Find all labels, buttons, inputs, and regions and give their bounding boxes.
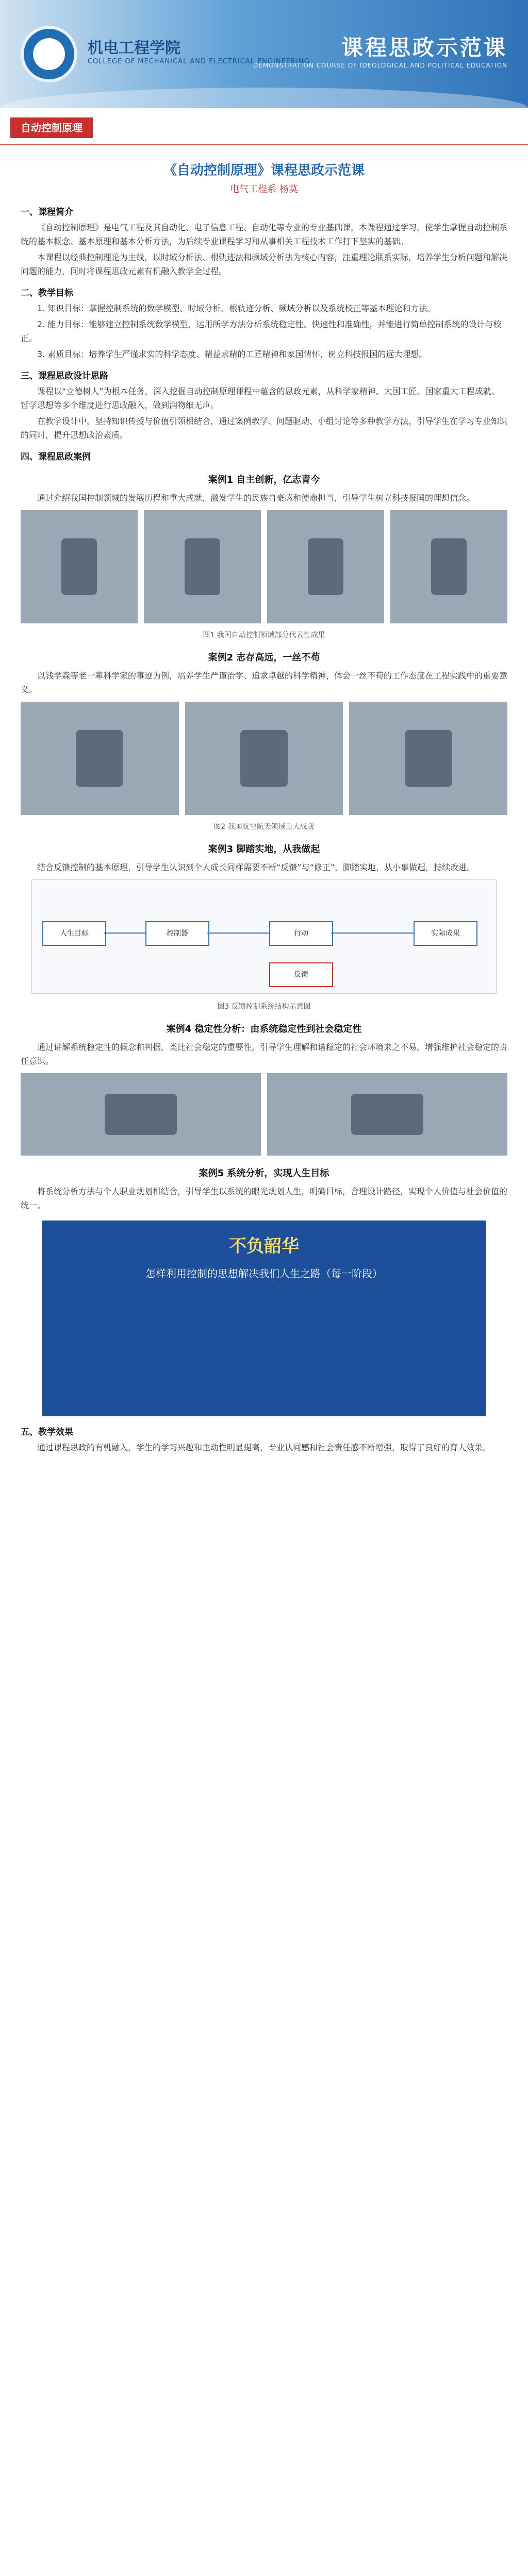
paragraph: 本课程以经典控制理论为主线，以时域分析法、根轨迹法和频域分析法为核心内容，注重理论联系实际，培养学生分析问题和解决问题的能力，同时将课程思政元素有机融入教学全过程。 [21,252,507,276]
paragraph: 《自动控制原理》是电气工程及其自动化、电子信息工程、自动化等专业的专业基础课，本课程通过学习，使学生掌握自动控制系统的基本概念、基本原理和基本分析方法，为后续专业课程学习和从事相关工程技术工作打下坚实的基础。 [21,223,507,246]
case-heading: 案例2 志存高远，一丝不苟 [208,652,320,663]
article-title: 《自动控制原理》课程思政示范课 [163,163,365,178]
photo [21,510,138,623]
tab-auto-control[interactable]: 自动控制原理 [10,117,93,138]
photo [144,510,261,623]
figure-caption: 图3 反馈控制系统结构示意图 [217,1003,311,1011]
article [21,155,507,2576]
paragraph: 通过课程思政的有机融入，学生的学习兴趣和主动性明显提高，专业认同感和社会责任感不断增强，取得了良好的育人效果。 [37,1443,491,1452]
paragraph: 在教学设计中，坚持知识传授与价值引领相结合，通过案例教学、问题驱动、小组讨论等多种教学方法，引导学生在学习专业知识的同时，提升思想政治素质。 [21,416,507,440]
section-heading: 五、教学效果 [21,1427,73,1437]
figure-caption: 图1 我国自动控制领域部分代表性成果 [203,631,325,639]
paragraph: 3. 素质目标：培养学生严谨求实的科学态度、精益求精的工匠精神和家国情怀，树立科技报国的远大理想。 [37,349,427,359]
diagram-arrow [207,933,269,934]
photo-row [21,702,507,815]
photo [390,510,507,623]
case-heading: 案例3 脚踏实地，从我做起 [208,844,320,855]
poster-title: 不负韶华 [229,1236,299,1257]
diagram-arrow [331,933,414,934]
section-heading: 二、教学目标 [21,288,73,298]
photo [21,702,179,815]
photo [267,510,384,623]
banner-subtitle: DEMONSTRATION COURSE OF IDEOLOGICAL AND POLITICAL EDUCATION [253,62,507,69]
section-heading: 三、课程思政设计思路 [21,371,108,381]
case-heading: 案例4 稳定性分析：由系统稳定性到社会稳定性 [166,1024,362,1035]
school-name-en: COLLEGE OF MECHANICAL AND ELECTRICAL ENGINEERING [88,58,310,65]
paragraph: 2. 能力目标：能够建立控制系统数学模型，运用所学方法分析系统稳定性、快速性和准确性，并能进行简单控制系统的设计与校正。 [21,319,502,343]
photo [349,702,507,815]
photo [185,702,343,815]
photo [21,1073,261,1156]
poster [42,1221,486,1416]
diagram-feedback: 反馈 [269,962,333,987]
header-banner [0,0,528,108]
paragraph: 结合反馈控制的基本原理，引导学生认识到个人成长同样需要不断“反馈”与“修正”，脚踏实地，从小事做起，持续改进。 [37,862,475,872]
diagram-arrow [104,933,145,934]
diagram-input: 人生目标 [42,921,106,946]
feedback-diagram [31,879,497,994]
paragraph: 课程以“立德树人”为根本任务，深入挖掘自动控制原理课程中蕴含的思政元素，从科学家精神、大国工匠、国家重大工程成就、哲学思想等多个维度进行思政融入，做到润物细无声。 [21,386,500,410]
diagram-controller: 控制器 [145,921,209,946]
school-name: 机电工程学院 [88,39,180,57]
diagram-plant: 行动 [269,921,333,946]
photo-row [21,1073,507,1156]
paragraph: 将系统分析方法与个人职业规划相结合，引导学生以系统的眼光规划人生，明确目标，合理设计路径，实现个人价值与社会价值的统一。 [21,1187,507,1210]
school-logo [21,26,77,82]
decorative-wave [0,88,528,108]
section-heading: 四、课程思政案例 [21,452,91,462]
case-heading: 案例5 系统分析，实现人生目标 [199,1168,329,1179]
tab-bar [0,108,528,145]
paragraph: 1. 知识目标：掌握控制系统的数学模型、时域分析、根轨迹分析、频域分析以及系统校正等基本理论和方法。 [37,303,436,313]
poster-subtitle: 怎样利用控制的思想解决我们人生之路（每一阶段） [145,1267,383,1280]
photo-row [21,510,507,623]
photo [267,1073,507,1156]
paragraph: 通过介绍我国控制领域的发展历程和重大成就，激发学生的民族自豪感和使命担当，引导学生树立科技报国的理想信念。 [37,493,475,503]
paragraph: 通过讲解系统稳定性的概念和判据，类比社会稳定的重要性，引导学生理解和谐稳定的社会环境来之不易，增强维护社会稳定的责任意识。 [21,1042,507,1066]
banner-title: 课程思政示范课 [341,35,507,60]
case-heading: 案例1 自主创新，亿志青今 [208,474,320,485]
figure-caption: 图2 我国航空航天领域重大成就 [213,823,315,831]
section-heading: 一、课程简介 [21,207,73,217]
diagram-output: 实际成果 [414,921,477,946]
paragraph: 以钱学森等老一辈科学家的事迹为例，培养学生严谨治学、追求卓越的科学精神，体会一丝不苟的工作态度在工程实践中的重要意义。 [21,671,507,694]
article-author: 电气工程系 杨莫 [230,184,298,195]
